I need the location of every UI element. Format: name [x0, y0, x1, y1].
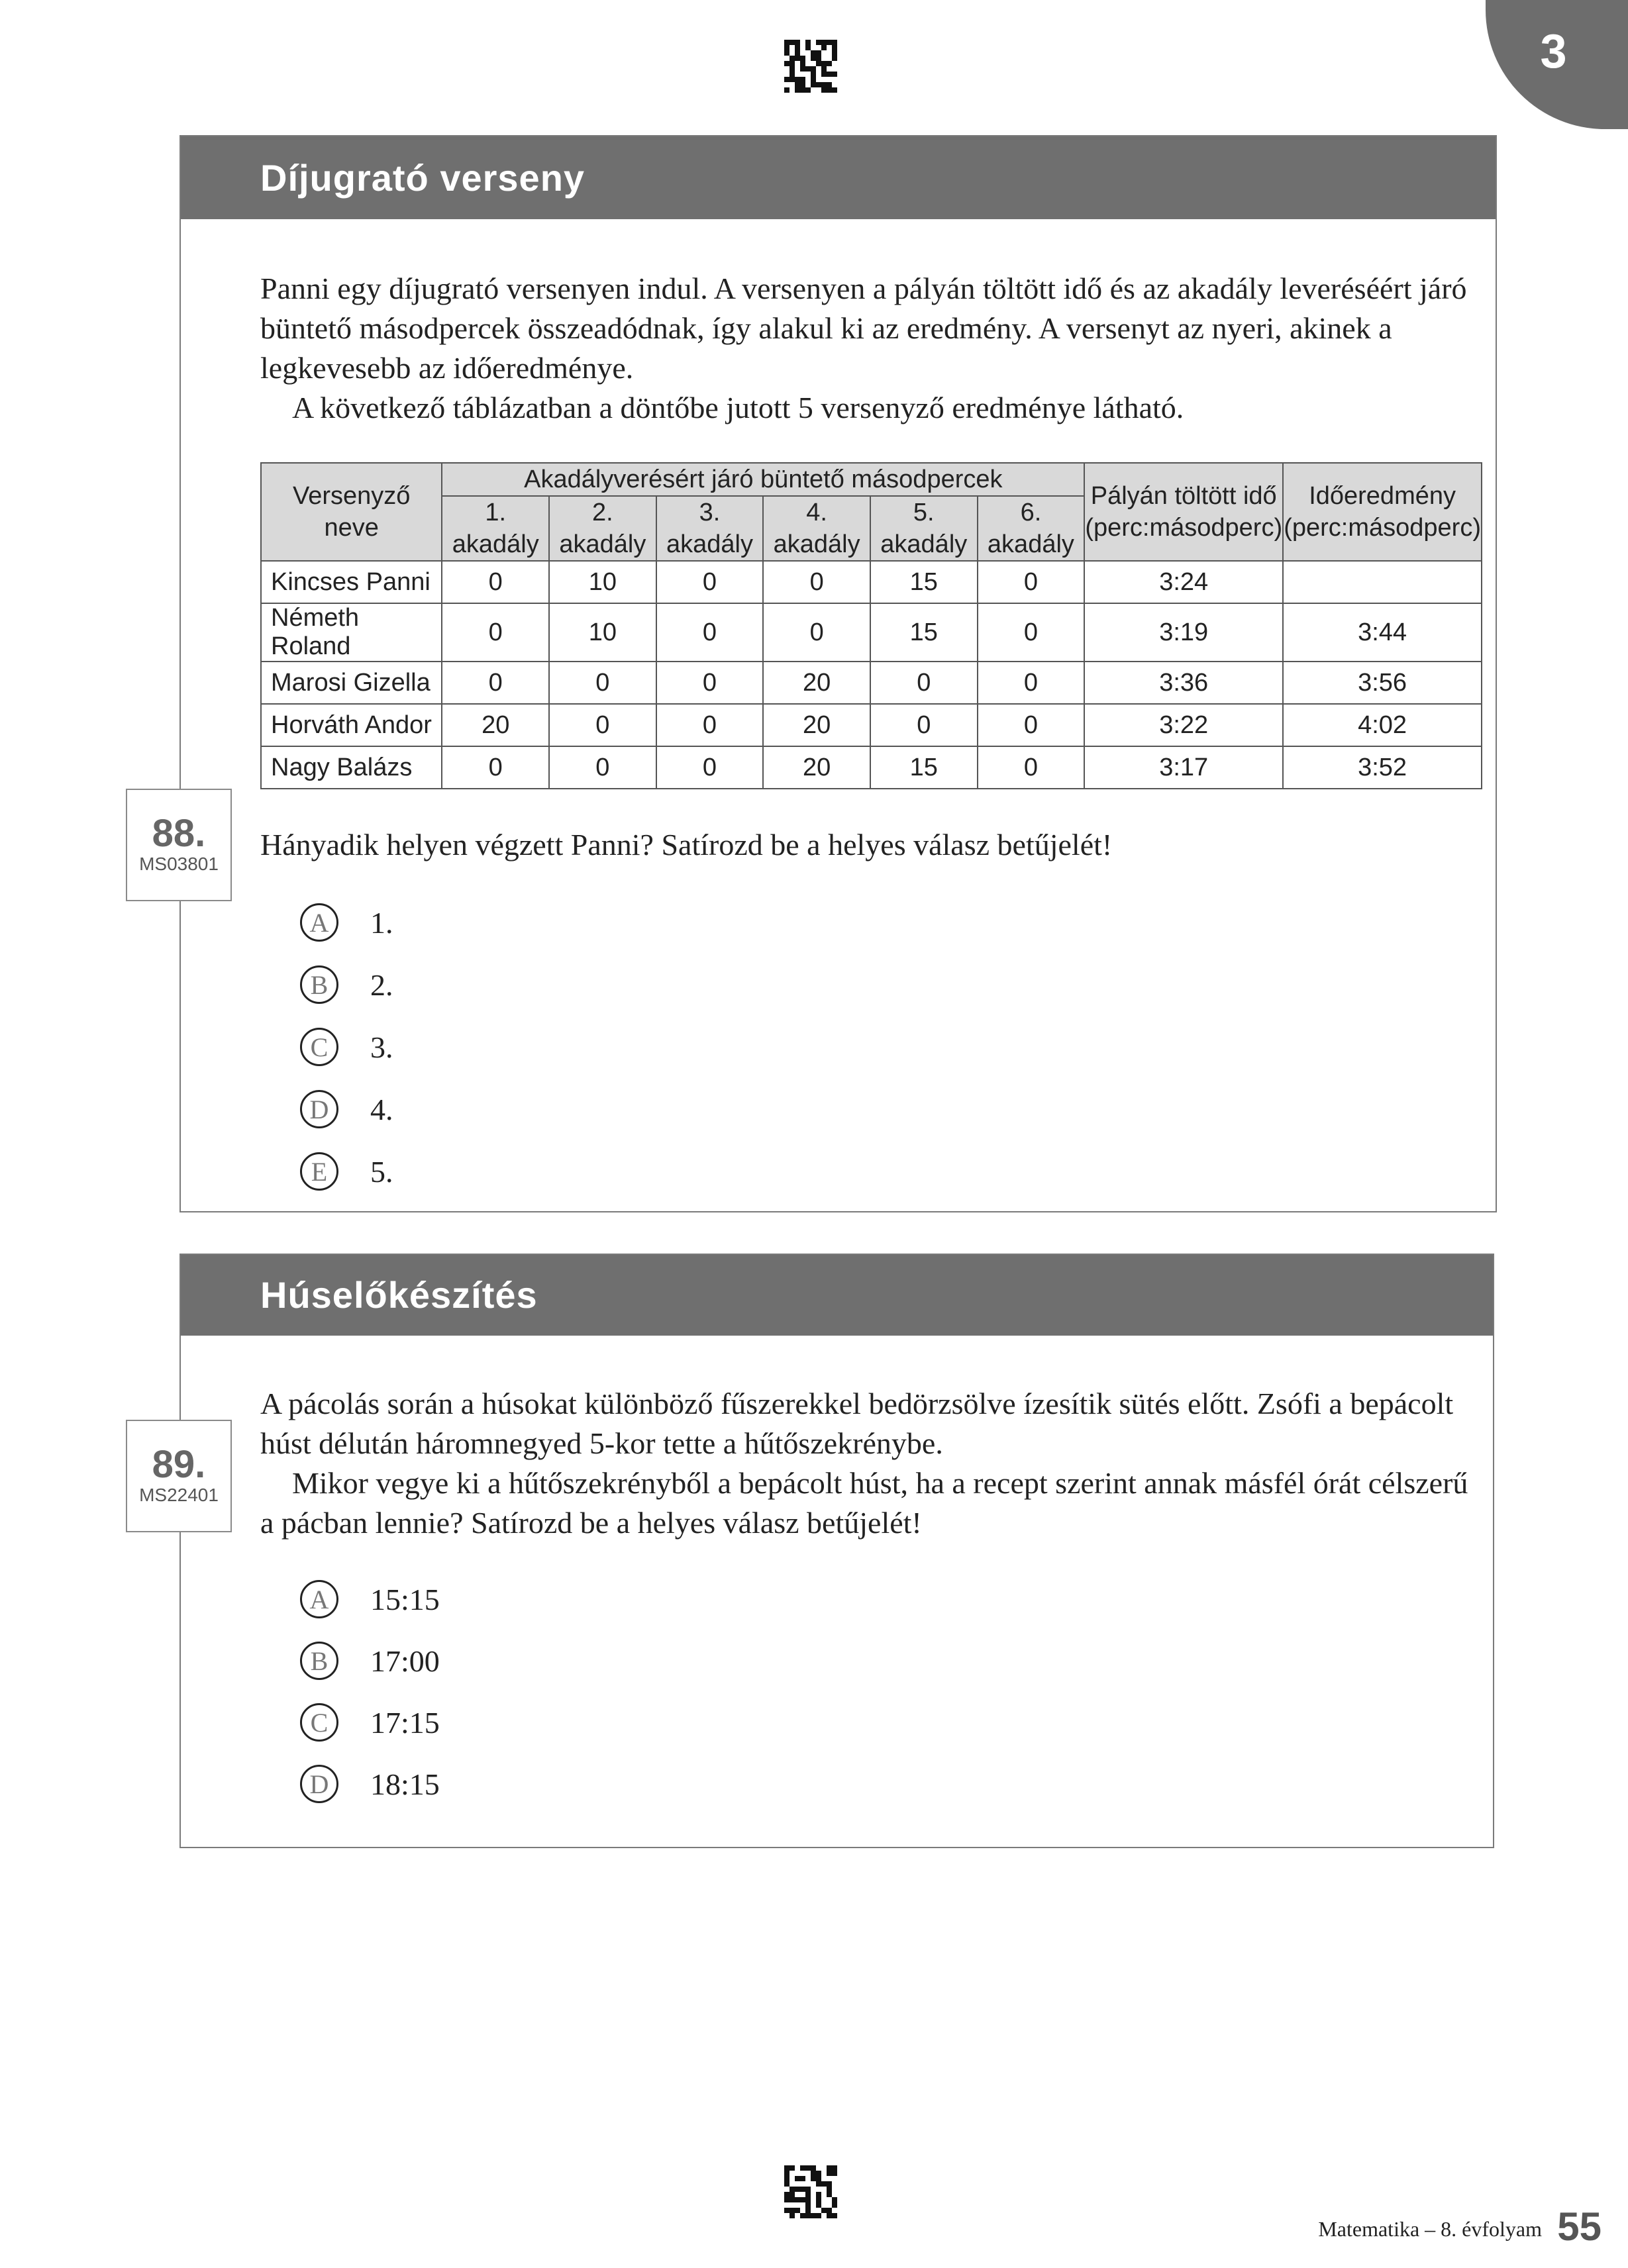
penalty-cell: 0 [656, 704, 764, 746]
table-row [261, 561, 1482, 603]
intro-paragraph: A pácolás során a húsokat különböző fűszerekkel bedörzsölve ízesítik sütés előtt. Zsófi a bepácolt húst délután háromnegyed 5-kor tette a hűtőszekrénybe. [260, 1387, 1454, 1460]
penalty-cell: 0 [978, 746, 1085, 789]
qr-code-bottom [784, 2165, 837, 2218]
penalty-cell: 0 [442, 561, 549, 603]
option-a[interactable] [300, 1576, 440, 1622]
answer-bubble[interactable]: C [300, 1028, 338, 1066]
question-88-text: Hányadik helyen végzett Panni? Satírozd be a helyes válasz betűjelét! [260, 828, 1113, 862]
result-cell [1283, 561, 1482, 603]
answer-bubble[interactable]: A [300, 1580, 338, 1618]
section-huselokeszites [179, 1254, 1494, 1848]
obstacle-header: 1. akadály [442, 496, 549, 561]
competitor-name: Marosi Gizella [261, 662, 442, 704]
penalty-cell: 0 [442, 662, 549, 704]
answer-bubble[interactable]: E [300, 1152, 338, 1191]
answer-bubble[interactable]: A [300, 903, 338, 942]
section-header [181, 1255, 1493, 1336]
time-cell: 3:24 [1084, 561, 1283, 603]
penalty-cell: 15 [870, 561, 978, 603]
table-row [261, 662, 1482, 704]
penalty-cell: 0 [549, 746, 656, 789]
penalty-cell: 0 [763, 561, 870, 603]
competitor-name: Horváth Andor [261, 704, 442, 746]
result-cell: 3:44 [1283, 603, 1482, 662]
answer-bubble[interactable]: D [300, 1090, 338, 1128]
table-row [261, 704, 1482, 746]
penalty-cell: 0 [978, 704, 1085, 746]
penalty-cell: 20 [763, 704, 870, 746]
question-88-label [126, 789, 232, 901]
penalty-cell: 20 [763, 662, 870, 704]
option-text: 2. [370, 967, 393, 1002]
penalty-cell: 10 [549, 603, 656, 662]
competitor-name: Kincses Panni [261, 561, 442, 603]
option-text: 4. [370, 1092, 393, 1126]
penalty-cell: 15 [870, 746, 978, 789]
question-code: MS22401 [139, 1485, 219, 1505]
footer-subject: Matematika – 8. évfolyam [1318, 2217, 1542, 2241]
qr-code-top [784, 40, 837, 93]
result-cell: 3:56 [1283, 662, 1482, 704]
question-code: MS03801 [139, 854, 219, 874]
penalty-cell: 0 [656, 561, 764, 603]
question-number: 89. [152, 1443, 206, 1486]
result-header: Időeredmény (perc:másodperc) [1283, 463, 1482, 561]
option-text: 18:15 [370, 1767, 440, 1801]
obstacle-header: 2. akadály [549, 496, 656, 561]
option-a[interactable] [300, 899, 393, 946]
penalty-cell: 0 [656, 746, 764, 789]
time-cell: 3:22 [1084, 704, 1283, 746]
time-cell: 3:36 [1084, 662, 1283, 704]
section-title: Díjugrató verseny [260, 157, 585, 199]
obstacle-header: 5. akadály [870, 496, 978, 561]
penalty-cell: 0 [978, 603, 1085, 662]
penalty-cell: 0 [656, 662, 764, 704]
section-title: Húselőkészítés [260, 1274, 538, 1316]
penalty-cell: 0 [442, 603, 549, 662]
option-d[interactable] [300, 1086, 393, 1132]
penalty-cell: 20 [763, 746, 870, 789]
section-header [181, 136, 1496, 219]
option-text: 5. [370, 1154, 393, 1189]
answer-bubble[interactable]: B [300, 1642, 338, 1680]
penalty-cell: 20 [442, 704, 549, 746]
option-c[interactable] [300, 1699, 440, 1746]
obstacle-header: 6. akadály [978, 496, 1085, 561]
table-row [261, 603, 1482, 662]
table-row [261, 746, 1482, 789]
question-89-label [126, 1420, 232, 1532]
penalty-cell: 0 [656, 603, 764, 662]
answer-bubble[interactable]: D [300, 1765, 338, 1803]
time-cell: 3:17 [1084, 746, 1283, 789]
section-dijugrato [179, 135, 1497, 1212]
penalty-cell: 0 [978, 561, 1085, 603]
name-header: Versenyző neve [261, 463, 442, 561]
question-number: 88. [152, 812, 206, 855]
question-89-text: Mikor vegye ki a hűtőszekrényből a bepácolt húst, ha a recept szerint annak másfél órát célszerű a pácban lennie? Satírozd be a helyes válasz betűjelét! [260, 1466, 1468, 1540]
competitor-name: Németh Roland [261, 603, 442, 662]
option-b[interactable] [300, 961, 393, 1008]
option-e[interactable] [300, 1148, 393, 1195]
penalty-header: Akadályverésért járó büntető másodpercek [442, 463, 1084, 496]
option-text: 17:00 [370, 1644, 440, 1678]
penalty-cell: 0 [978, 662, 1085, 704]
penalty-cell: 0 [870, 704, 978, 746]
penalty-cell: 10 [549, 561, 656, 603]
result-cell: 4:02 [1283, 704, 1482, 746]
time-header: Pályán töltött idő (perc:másodperc) [1084, 463, 1283, 561]
penalty-cell: 0 [870, 662, 978, 704]
penalty-cell: 0 [549, 704, 656, 746]
option-b[interactable] [300, 1638, 440, 1684]
option-text: 17:15 [370, 1705, 440, 1740]
option-c[interactable] [300, 1024, 393, 1070]
chapter-tab: 3 [1486, 0, 1628, 129]
penalty-cell: 0 [763, 603, 870, 662]
option-text: 1. [370, 905, 393, 940]
penalty-cell: 0 [442, 746, 549, 789]
answer-bubble[interactable]: B [300, 965, 338, 1004]
obstacle-header: 3. akadály [656, 496, 764, 561]
option-text: 3. [370, 1030, 393, 1064]
page-number: 55 [1557, 2204, 1602, 2249]
answer-bubble[interactable]: C [300, 1703, 338, 1742]
competitor-name: Nagy Balázs [261, 746, 442, 789]
option-d[interactable] [300, 1761, 440, 1807]
results-table [260, 462, 1482, 789]
result-cell: 3:52 [1283, 746, 1482, 789]
table-intro-paragraph: A következő táblázatban a döntőbe jutott 5 versenyző eredménye látható. [292, 391, 1184, 424]
penalty-cell: 15 [870, 603, 978, 662]
option-text: 15:15 [370, 1582, 440, 1616]
intro-paragraph: Panni egy díjugrató versenyen indul. A versenyen a pályán töltött idő és az akadály leveréséért járó büntető másodpercek összeadódnak, így alakul ki az eredmény. A versenyt az nyeri, akinek a legkevesebb az időeredménye. [260, 271, 1467, 385]
obstacle-header: 4. akadály [763, 496, 870, 561]
time-cell: 3:19 [1084, 603, 1283, 662]
penalty-cell: 0 [549, 662, 656, 704]
